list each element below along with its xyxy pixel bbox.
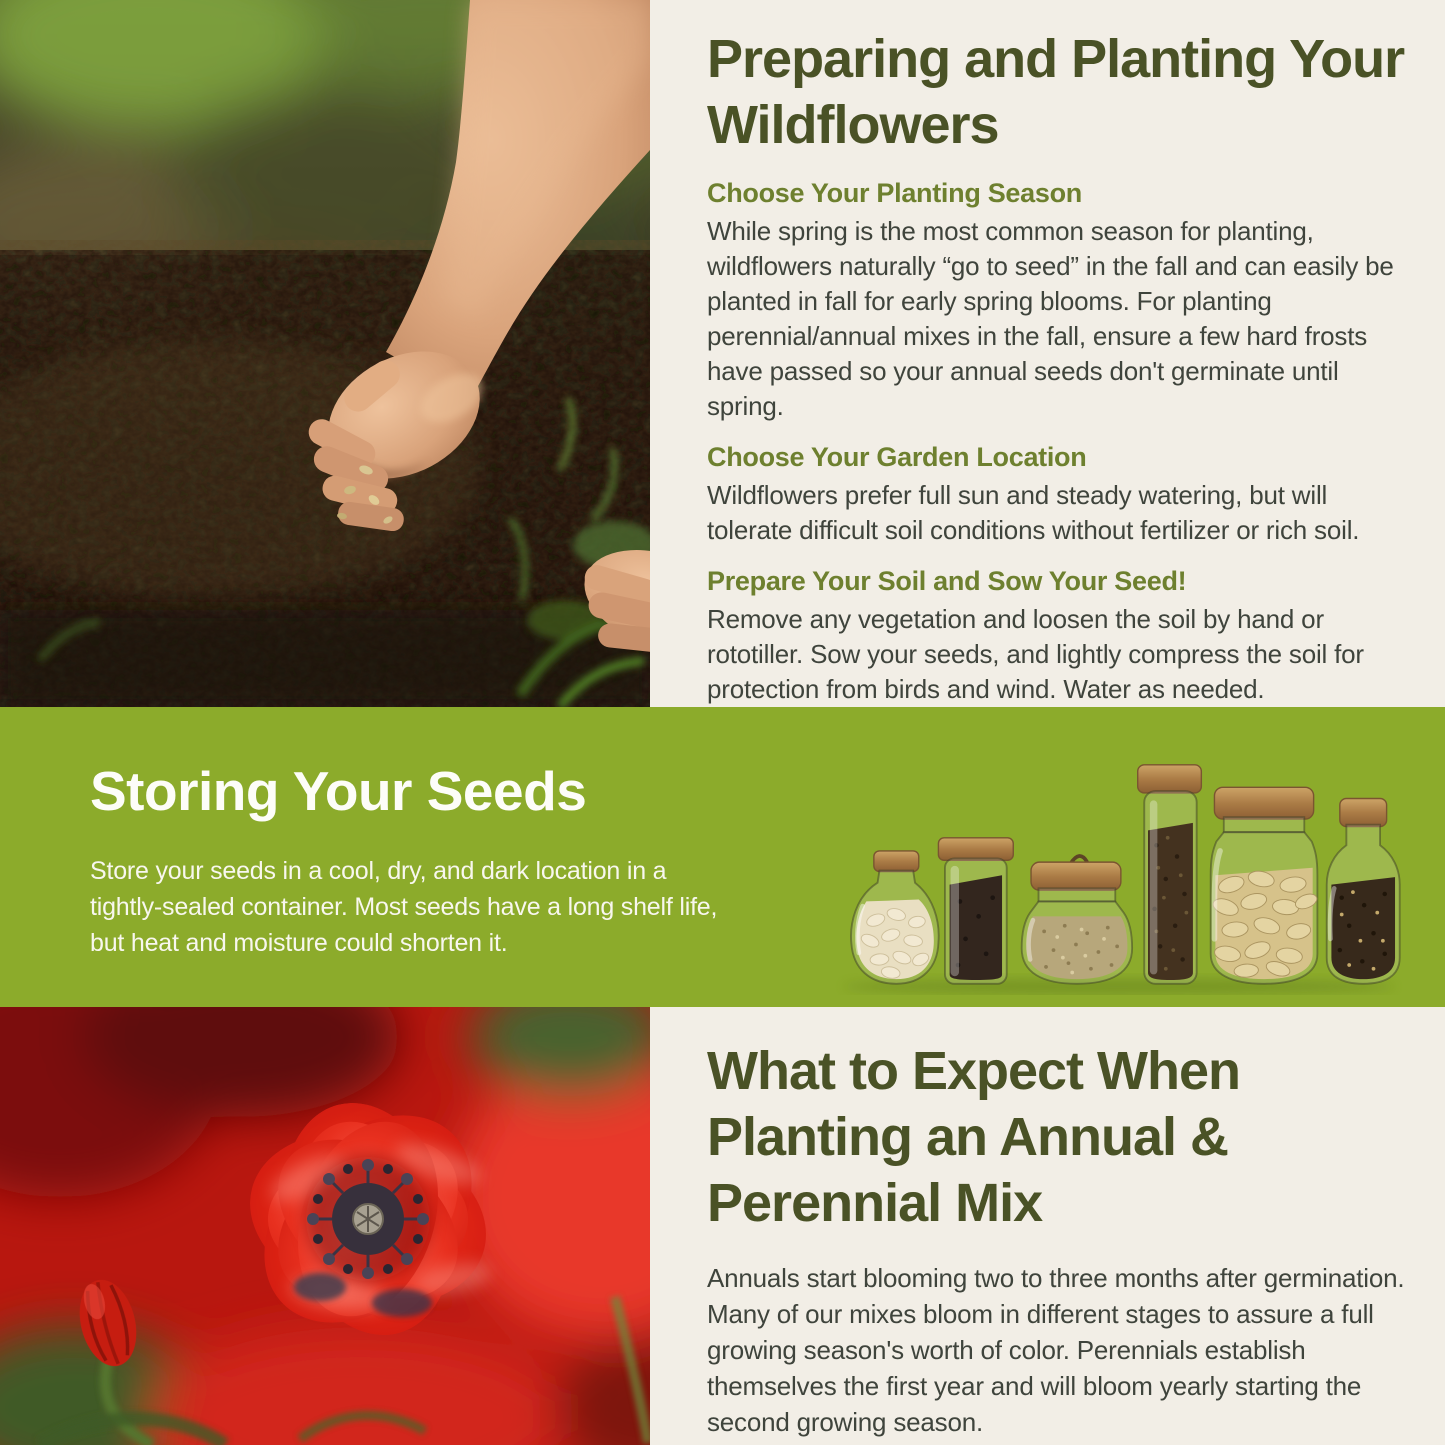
planting-item-location — [707, 442, 1405, 548]
red-poppy-photo — [0, 1007, 650, 1445]
planting-item-heading: Choose Your Planting Season — [707, 178, 1082, 208]
storing-section — [0, 707, 1445, 1007]
storing-body: Store your seeds in a cool, dry, and dark location in a tightly-sealed container. Most seeds have a long shelf life, but heat and moisture could shorten it. — [90, 857, 718, 957]
planting-title: Preparing and Planting Your Wildflowers — [707, 29, 1405, 155]
storing-title: Storing Your Seeds — [90, 760, 587, 822]
seed-jars-photo — [819, 733, 1419, 995]
jar-wildflower-mix — [1327, 799, 1400, 984]
seed-jars-illustration — [819, 733, 1419, 995]
planting-item-season — [707, 178, 1405, 424]
expect-content — [650, 1007, 1445, 1445]
jar-beans — [851, 851, 939, 984]
expect-title: What to Expect When Planting an Annual & Perennial Mix — [707, 1041, 1240, 1233]
storing-text — [90, 759, 750, 961]
planting-item-soil — [707, 566, 1405, 707]
planting-item-body: While spring is the most common season for planting, wildflowers naturally “go to seed” in the fall and can easily be planted in fall for early spring blooms. For planting perennial/annual mixes in the fall, ensure a few hard frosts have passed so your annual seeds don't germinate until spring. — [707, 216, 1394, 421]
planting-content — [650, 0, 1445, 707]
soil-photo-illustration — [0, 0, 650, 707]
planting-row — [0, 0, 1445, 707]
expect-row — [0, 1007, 1445, 1445]
jar-sandy — [1022, 856, 1132, 984]
jar-dark-small — [938, 838, 1013, 984]
expect-body: Annuals start blooming two to three months after germination. Many of our mixes bloom in different stages to assure a full growing season's worth of color. Perennials establish themselves the first year and will bloom yearly starting the second growing season. — [707, 1263, 1405, 1437]
jar-pumpkin-seeds — [1211, 787, 1319, 984]
poppy-illustration — [0, 1007, 650, 1445]
planting-item-body: Remove any vegetation and loosen the soil by hand or rototiller. Sow your seeds, and lightly compress the soil for protection from birds and wind. Water as needed. — [707, 604, 1364, 704]
jar-tall-mix — [1138, 765, 1202, 984]
planting-item-body: Wildflowers prefer full sun and steady watering, but will tolerate difficult soil conditions without fertilizer or rich soil. — [707, 480, 1360, 545]
hand-sowing-seeds-photo — [0, 0, 650, 707]
planting-item-heading: Choose Your Garden Location — [707, 442, 1087, 472]
planting-item-heading: Prepare Your Soil and Sow Your Seed! — [707, 566, 1187, 596]
